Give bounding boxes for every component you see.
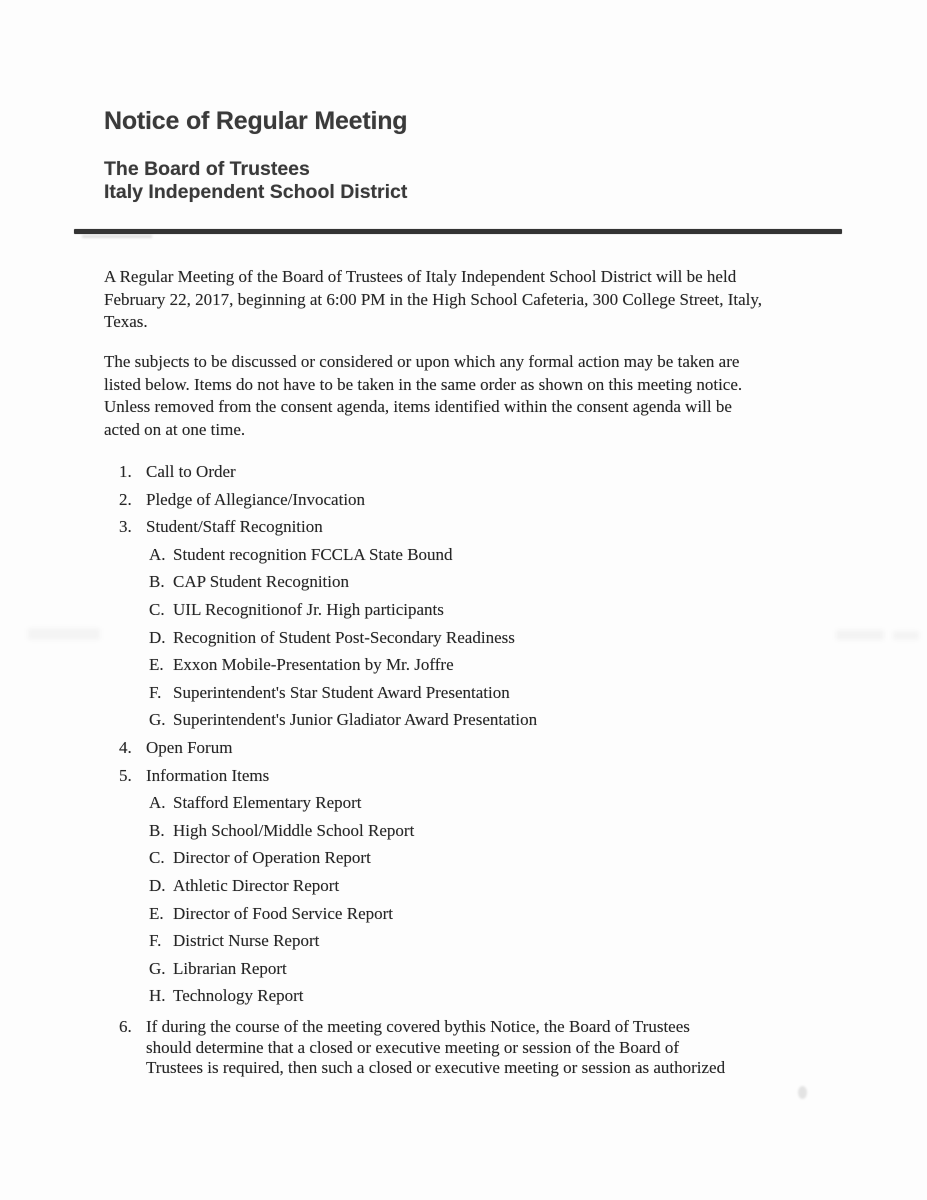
paragraph-line: The subjects to be discussed or considered or upon which any formal action may be taken are: [104, 352, 740, 371]
agenda-item-text: Superintendent's Junior Gladiator Award Presentation: [173, 710, 538, 730]
agenda-subitem-junior-gladiator-award: [104, 706, 894, 734]
agenda-item-text-block: [146, 1017, 725, 1079]
agenda-item-marker: G.: [149, 958, 166, 978]
paragraph-line: acted on at one time.: [104, 419, 246, 439]
agenda-item-marker: 2.: [119, 489, 132, 509]
agenda-item-marker: F.: [149, 931, 162, 951]
paragraph-line: Texas.: [104, 312, 148, 331]
agenda-item-line: Trustees is required, then such a closed or executive meeting or session as authorized: [146, 1058, 726, 1078]
agenda-item-text: Superintendent's Star Student Award Presentation: [173, 682, 510, 702]
agenda-item-text: Open Forum: [146, 737, 233, 757]
agenda-item-student-staff-recognition: [104, 513, 894, 541]
agenda-item-marker: D.: [149, 875, 166, 895]
agenda-item-marker: E.: [149, 655, 164, 675]
header-divider-rule: [74, 229, 842, 234]
agenda-item-text: CAP Student Recognition: [173, 572, 349, 592]
agenda-subitem-operation-report: [104, 844, 894, 872]
agenda-subitem-cap-recognition: [104, 568, 894, 596]
agenda-subitem-librarian: [104, 955, 894, 983]
agenda-item-marker: 1.: [119, 462, 132, 481]
agenda-subitem-district-nurse: [104, 927, 894, 955]
agenda-item-marker: E.: [149, 903, 164, 923]
agenda-item-text: Librarian Report: [173, 958, 287, 978]
agenda-item-text: Exxon Mobile-Presentation by Mr. Joffre: [173, 655, 454, 675]
agenda-item-marker: 4.: [119, 737, 132, 757]
agenda-item-information-items: [104, 762, 894, 790]
agenda-item-line: should determine that a closed or executive meeting or session of the Board of: [146, 1037, 679, 1057]
agenda-item-pledge: [104, 486, 894, 514]
paragraph-line: listed below. Items do not have to be taken in the same order as shown on this meeting notice.: [104, 374, 743, 394]
agenda-item-text: Director of Operation Report: [173, 848, 371, 868]
agenda-item-marker: 3.: [119, 517, 132, 537]
agenda-subitem-post-secondary: [104, 624, 894, 652]
agenda-list: [104, 458, 894, 1079]
agenda-item-text: Director of Food Service Report: [173, 903, 393, 923]
agenda-item-marker: F.: [149, 682, 162, 702]
agenda-item-marker: A.: [149, 544, 166, 564]
agenda-subitem-food-service: [104, 900, 894, 928]
agenda-item-text: Pledge of Allegiance/Invocation: [146, 489, 366, 509]
agenda-item-text: UIL Recognitionof Jr. High participants: [173, 599, 444, 619]
agenda-subitem-hs-ms-report: [104, 817, 894, 845]
agenda-item-text: High School/Middle School Report: [173, 820, 415, 840]
meeting-details-paragraph: [104, 266, 864, 334]
agenda-item-line: If during the course of the meeting covered bythis Notice, the Board of Trustees: [146, 1016, 690, 1036]
agenda-item-text: Technology Report: [173, 986, 304, 1006]
paragraph-line: Unless removed from the consent agenda, items identified within the consent agenda will be: [104, 397, 732, 416]
org-line-board: The Board of Trustees: [104, 158, 310, 180]
agenda-item-marker: D.: [149, 627, 166, 647]
agenda-item-marker: H.: [149, 986, 166, 1006]
agenda-item-call-to-order: [104, 458, 894, 486]
agenda-item-marker: G.: [149, 710, 166, 730]
agenda-item-marker: C.: [149, 599, 165, 619]
paragraph-line: A Regular Meeting of the Board of Trustees of Italy Independent School District will be held: [104, 267, 737, 286]
document-header: [104, 106, 407, 204]
agenda-item-open-forum: [104, 734, 894, 762]
agenda-item-marker: 6.: [119, 1016, 132, 1036]
agenda-subitem-exxon: [104, 651, 894, 679]
agenda-item-text: Call to Order: [146, 462, 236, 481]
agenda-subitem-star-student-award: [104, 679, 894, 707]
scan-smudge: [893, 631, 919, 640]
agenda-subitem-technology: [104, 982, 894, 1010]
agenda-item-text: Stafford Elementary Report: [173, 793, 362, 813]
agenda-item-marker: B.: [149, 572, 165, 592]
agenda-item-marker: B.: [149, 820, 165, 840]
subjects-paragraph: [104, 351, 864, 441]
agenda-item-text: Information Items: [146, 765, 270, 785]
scan-smudge: [28, 628, 100, 640]
scan-streak: [82, 235, 152, 238]
agenda-item-marker: A.: [149, 793, 166, 813]
agenda-item-text: Student recognition FCCLA State Bound: [173, 544, 453, 564]
org-line-district: Italy Independent School District: [104, 181, 408, 203]
scan-speck: [798, 1086, 807, 1099]
agenda-item-marker: C.: [149, 848, 165, 868]
agenda-item-marker: 5.: [119, 765, 132, 785]
agenda-item-text: Athletic Director Report: [173, 875, 340, 895]
page-title: Notice of Regular Meeting: [104, 107, 408, 135]
agenda-subitem-fccla: [104, 541, 894, 569]
agenda-item-text: Student/Staff Recognition: [146, 517, 323, 537]
organization-lines: [104, 158, 407, 204]
agenda-item-closed-session: [104, 1017, 894, 1079]
agenda-item-text: District Nurse Report: [173, 931, 320, 951]
paragraph-line: February 22, 2017, beginning at 6:00 PM in the High School Cafeteria, 300 College Street, Italy,: [104, 289, 763, 309]
agenda-subitem-stafford-elementary: [104, 789, 894, 817]
agenda-item-text: Recognition of Student Post-Secondary Readiness: [173, 627, 515, 647]
agenda-subitem-athletic-director: [104, 872, 894, 900]
agenda-subitem-uil-recognition: [104, 596, 894, 624]
